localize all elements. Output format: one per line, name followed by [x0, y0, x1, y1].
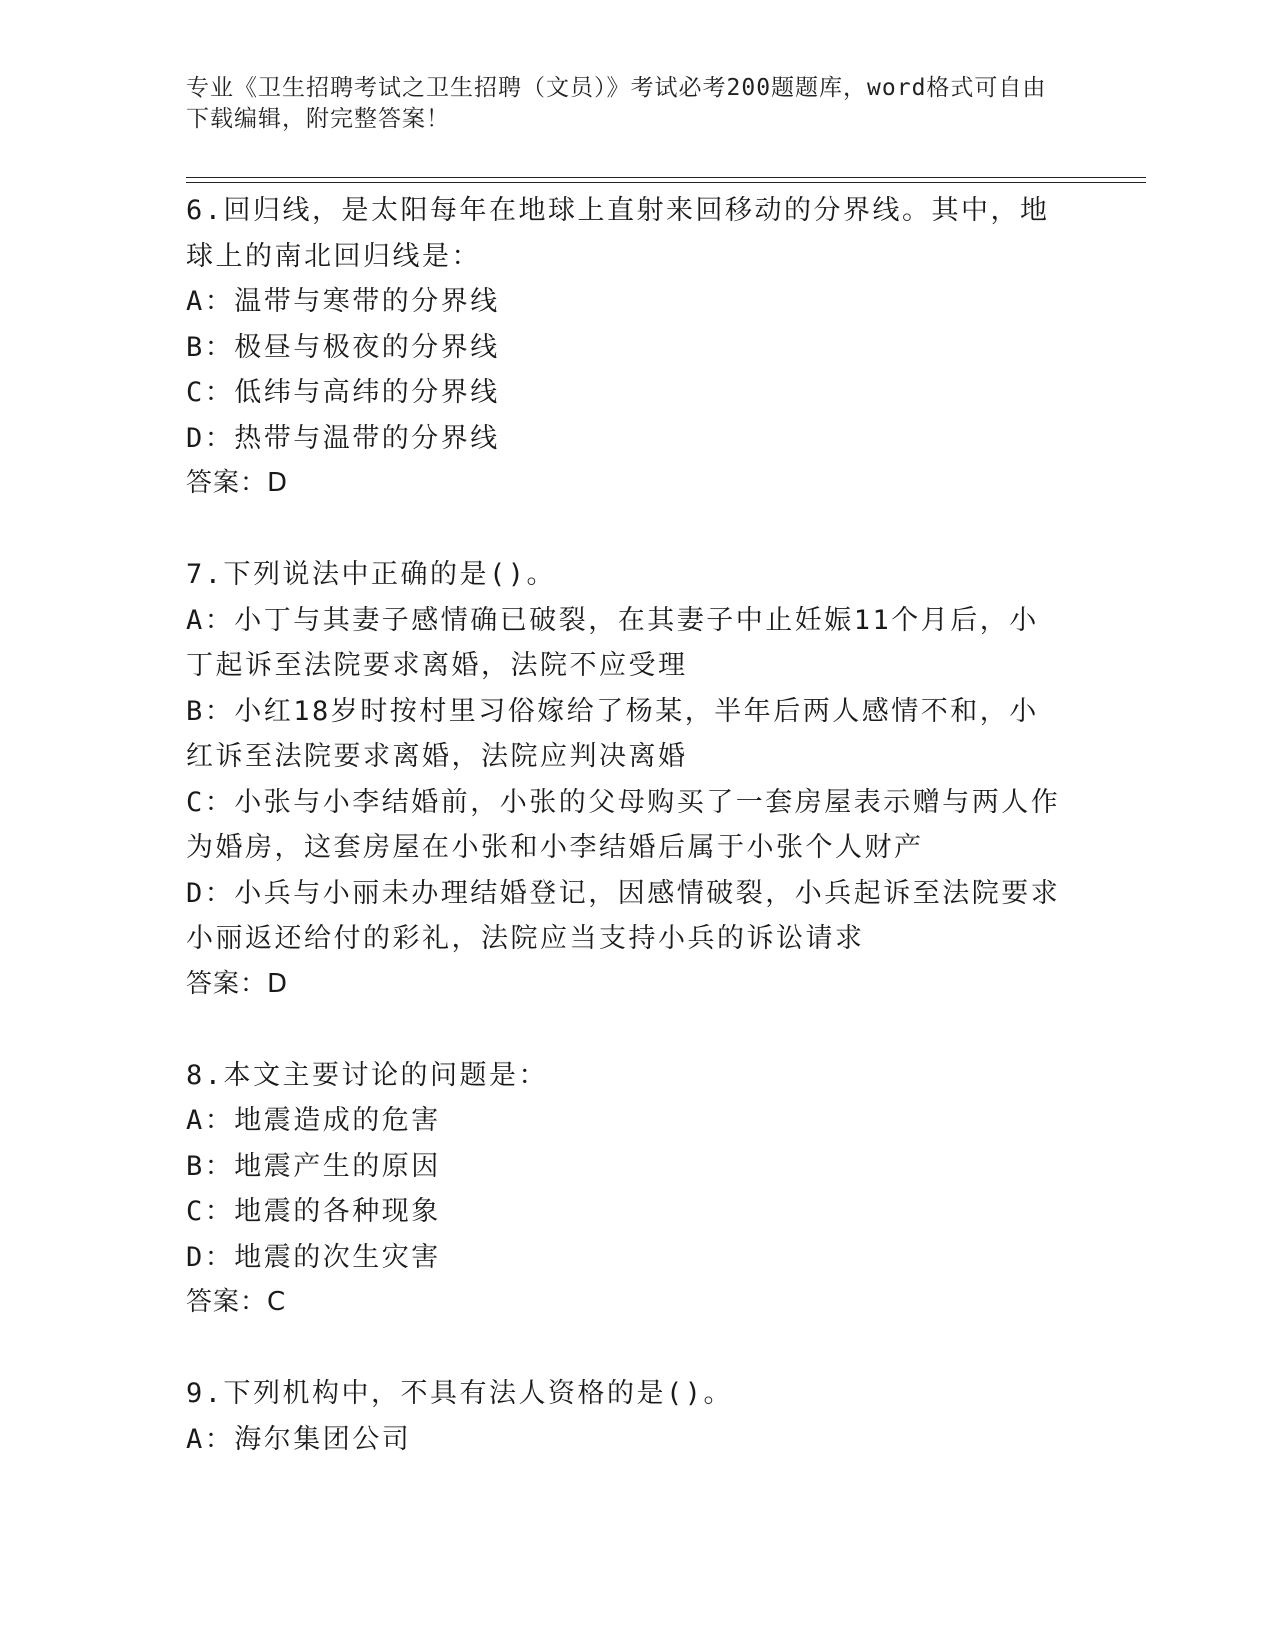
option-a: A：小丁与其妻子感情确已破裂，在其妻子中止妊娠11个月后，小丁起诉至法院要求离婚，法院不应受理 [186, 604, 1039, 681]
question-8 [186, 1053, 1066, 1326]
option-c: C：地震的各种现象 [186, 1196, 441, 1227]
header-divider-bottom [186, 182, 1146, 183]
question-stem: 7.下列说法中正确的是()。 [186, 559, 557, 590]
question-stem: 8.本文主要讨论的问题是： [186, 1059, 549, 1091]
option-c: C：低纬与高纬的分界线 [186, 377, 500, 408]
answer-line: 答案：D [186, 968, 289, 999]
question-list [186, 188, 1066, 1462]
option-c: C：小张与小李结婚前，小张的父母购买了一套房屋表示赠与两人作为婚房，这套房屋在小张和小李结婚后属于小张个人财产 [186, 786, 1061, 863]
option-b: B：极昼与极夜的分界线 [186, 331, 500, 363]
option-b: B：地震产生的原因 [186, 1150, 441, 1182]
question-9 [186, 1371, 1066, 1462]
question-6 [186, 188, 1066, 507]
option-b: B：小红18岁时按村里习俗嫁给了杨某，半年后两人感情不和，小红诉至法院要求离婚，法院应判决离婚 [186, 695, 1039, 772]
question-stem: 9.下列机构中，不具有法人资格的是()。 [186, 1378, 734, 1409]
question-stem: 6.回归线，是太阳每年在地球上直射来回移动的分界线。其中，地球上的南北回归线是： [186, 195, 1050, 272]
option-a: A：海尔集团公司 [186, 1423, 412, 1455]
option-d: D：地震的次生灾害 [186, 1241, 441, 1273]
question-spacer [186, 507, 1066, 553]
question-spacer [186, 1326, 1066, 1372]
option-a: A：温带与寒带的分界线 [186, 286, 500, 317]
option-a: A：地震造成的危害 [186, 1105, 441, 1136]
question-spacer [186, 1007, 1066, 1053]
answer-line: 答案：D [186, 468, 289, 498]
answer-line: 答案：C [186, 1287, 287, 1317]
document-header: 专业《卫生招聘考试之卫生招聘（文员）》考试必考200题题库，word格式可自由下载编辑，附完整答案！ [186, 75, 1047, 132]
header-divider-top [186, 177, 1146, 178]
question-7 [186, 552, 1066, 1007]
option-d: D：热带与温带的分界线 [186, 422, 500, 454]
option-d: D：小兵与小丽未办理结婚登记，因感情破裂，小兵起诉至法院要求小丽返还给付的彩礼，法院应当支持小兵的诉讼请求 [186, 877, 1061, 954]
